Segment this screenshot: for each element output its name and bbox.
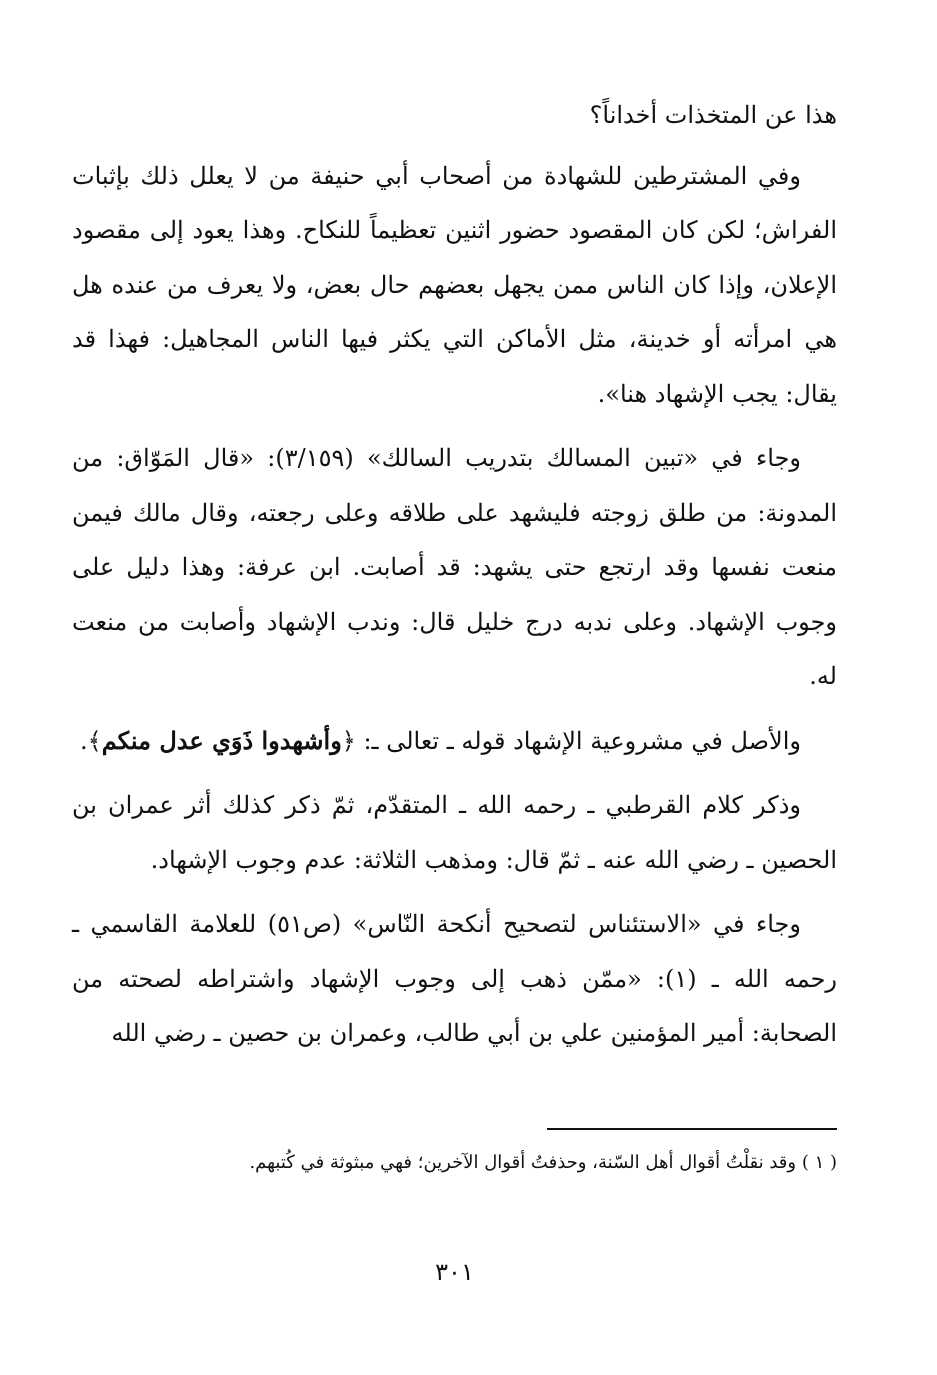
paragraph-2: وفي المشترطين للشهادة من أصحاب أبي حنيفة من لا يعلل ذلك بإثبات الفراش؛ لكن كان المقصود حضور اثنين تعظيماً للنكاح. وهذا يعود إلى مقصود الإعلان، وإذا كان الناس ممن يجهل بعضهم حال بعض، ولا يعرف من عنده هل هي امرأته أو خدينة، مثل الأماكن التي يكثر فيها الناس المجاهيل: فهذا قد يقال: يجب الإشهاد هنا». <box>72 161 837 408</box>
paragraph-1: هذا عن المتخذات أخداناً؟ <box>589 101 837 129</box>
paragraph-5: وذكر كلام القرطبي ـ رحمه الله ـ المتقدّم، ثمّ ذكر كذلك أثر عمران بن الحصين ـ رضي الله عنه ـ ثمّ قال: ومذهب الثلاثة: عدم وجوب الإشهاد. <box>72 791 837 874</box>
paragraph-4 <box>72 714 837 769</box>
quran-quote: وأشهدوا ذَوَي عدل منكم <box>101 725 342 755</box>
paragraph-6: وجاء في «الاستئناس لتصحيح أنكحة النّاس» (ص٥١) للعلامة القاسمي ـ رحمه الله ـ (١): «ممّن ذهب إلى وجوب الإشهاد واشتراطه لصحته من الصحابة: أمير المؤمنين علي بن أبي طالب، وعمران بن حصين ـ رضي الله <box>72 910 837 1047</box>
paragraph-3: وجاء في «تبين المسالك بتدريب السالك» (٣/١٥٩): «قال المَوّاق: من المدونة: من طلق زوجته فليشهد على طلاقه وعلى رجعته، وقال مالك فيمن منعت نفسها وقد ارتجع حتى يشهد: قد أصابت. ابن عرفة: وهذا دليل على وجوب الإشهاد. وعلى ندبه درج خليل قال: وندب الإشهاد وأصابت من منعت له. <box>72 444 837 690</box>
footnote: ( ١ ) وقد نقلْتُ أقوال أهل السّنة، وحذفتُ أقوال الآخرين؛ فهي مبثوثة في كُتبهم. <box>249 1152 837 1173</box>
page-body <box>72 88 837 1375</box>
paragraph-4-intro: والأصل في مشروعية الإشهاد قوله ـ تعالى ـ: ﴿ <box>341 726 801 755</box>
page-number: ٣٠١ <box>435 1258 474 1286</box>
paragraph-4-close: ﴾. <box>79 726 102 755</box>
footnote-divider <box>547 1128 837 1130</box>
